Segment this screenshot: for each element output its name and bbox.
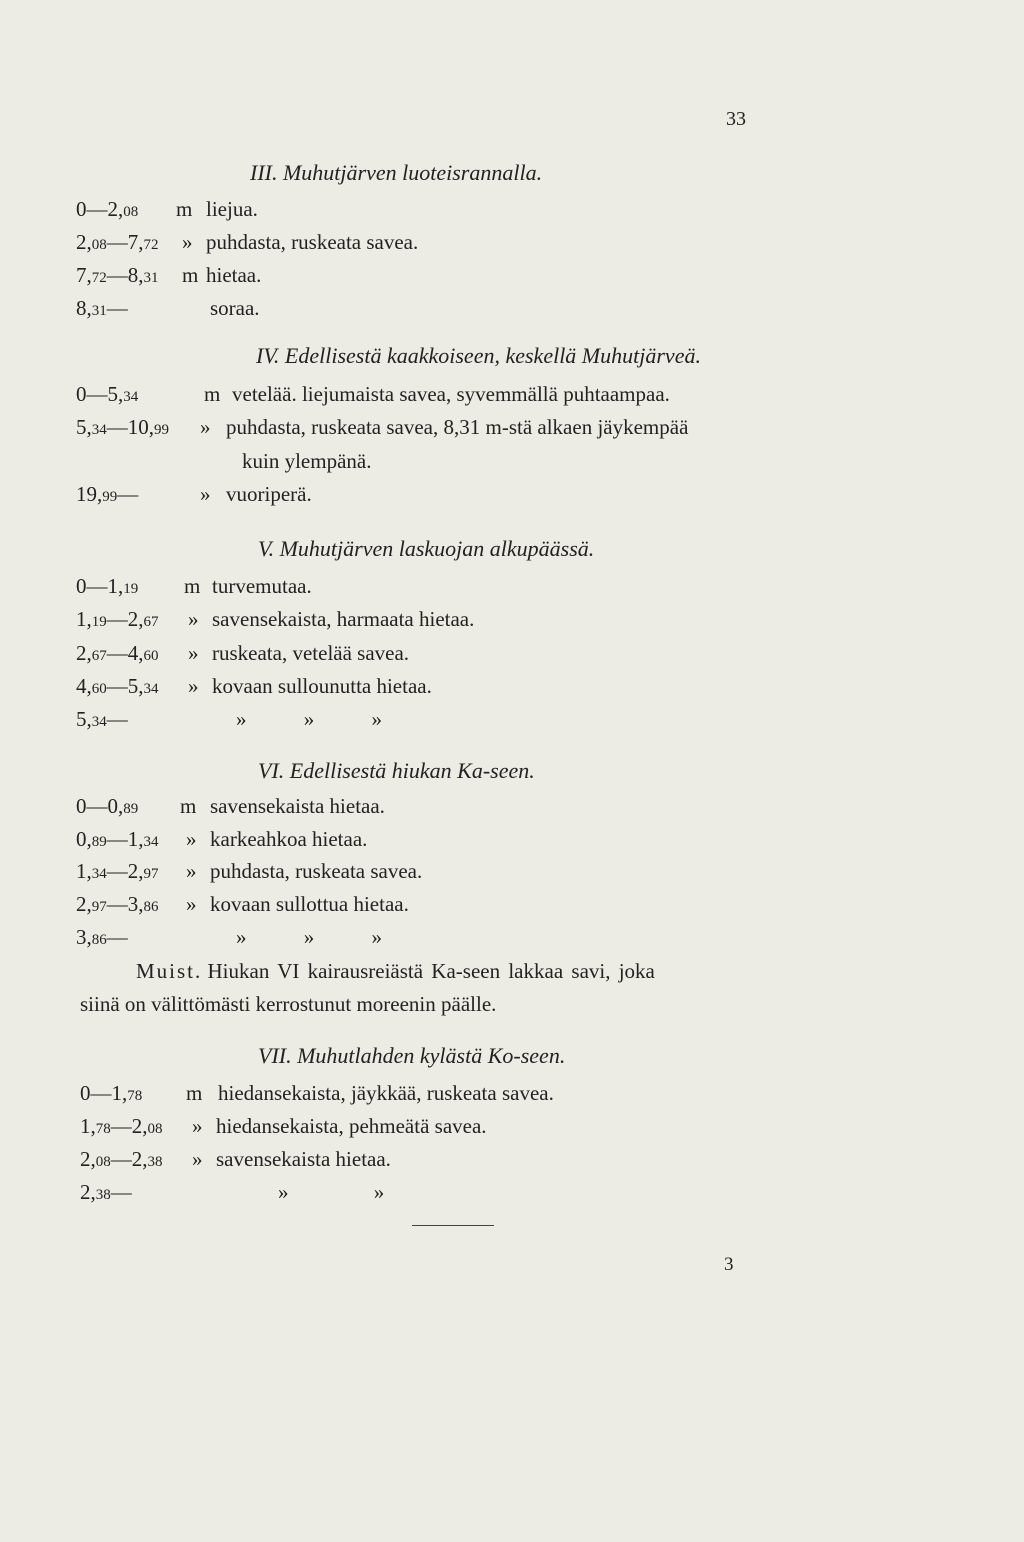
unit-mark: m xyxy=(184,574,201,598)
depth-range: 1,34—2,97 xyxy=(76,859,159,883)
layer-description: hietaa. xyxy=(206,263,262,287)
note-label: Muist. xyxy=(136,959,203,983)
ditto-marks: » » » xyxy=(236,707,382,731)
layer-description: vuoriperä. xyxy=(226,482,312,506)
layer-description: puhdasta, ruskeata savea, 8,31 m-stä alkaen jäykempää xyxy=(226,415,689,439)
page-number: 33 xyxy=(726,108,746,130)
depth-range: 2,08—2,38 xyxy=(80,1147,163,1171)
unit-mark: » xyxy=(200,482,211,506)
layer-description: ruskeata, vetelää savea. xyxy=(212,641,410,665)
layer-description: savensekaista, harmaata hietaa. xyxy=(212,607,475,631)
note-text: Hiukan VI kairausreiästä Ka-seen lakkaa savi, joka xyxy=(207,959,655,983)
depth-range: 5,34—10,99 xyxy=(76,415,169,439)
layer-description: kuin ylempänä. xyxy=(242,449,372,473)
unit-mark: m xyxy=(186,1081,203,1105)
unit-mark: » xyxy=(188,607,199,631)
depth-range: 3,86— xyxy=(76,925,128,949)
unit-mark: » xyxy=(186,827,197,851)
section-heading-vii: VII. Muhutlahden kylästä Ko-seen. xyxy=(258,1043,566,1068)
layer-description: hiedansekaista, pehmeätä savea. xyxy=(216,1114,487,1138)
section-heading-vi: VI. Edellisestä hiukan Ka-seen. xyxy=(258,758,535,783)
layer-description: soraa. xyxy=(210,296,260,320)
depth-range: 7,72—8,31 xyxy=(76,263,159,287)
depth-range: 5,34— xyxy=(76,707,128,731)
unit-mark: » xyxy=(182,230,193,254)
unit-mark: m xyxy=(176,197,193,221)
note-line xyxy=(136,959,655,984)
depth-range: 0—0,89 xyxy=(76,794,139,818)
unit-mark: » xyxy=(192,1114,203,1138)
depth-range: 0—1,19 xyxy=(76,574,139,598)
depth-range: 1,78—2,08 xyxy=(80,1114,163,1138)
depth-range: 0—1,78 xyxy=(80,1081,143,1105)
depth-range: 19,99— xyxy=(76,482,139,506)
footer-divider xyxy=(412,1225,494,1226)
depth-range: 1,19—2,67 xyxy=(76,607,159,631)
unit-mark: m xyxy=(182,263,199,287)
depth-range: 2,97—3,86 xyxy=(76,892,159,916)
unit-mark: » xyxy=(192,1147,203,1171)
depth-range: 0,89—1,34 xyxy=(76,827,159,851)
layer-description: vetelää. liejumaista savea, syvemmällä puhtaampaa. xyxy=(232,382,670,406)
signature-number: 3 xyxy=(724,1254,734,1275)
layer-description: kovaan sullottua hietaa. xyxy=(210,892,409,916)
section-heading-v: V. Muhutjärven laskuojan alkupäässä. xyxy=(258,536,595,561)
section-heading-iii: III. Muhutjärven luoteisrannalla. xyxy=(250,160,543,185)
unit-mark: » xyxy=(186,859,197,883)
depth-range: 8,31— xyxy=(76,296,128,320)
section-heading-iv: IV. Edellisestä kaakkoiseen, keskellä Muhutjärveä. xyxy=(256,343,701,368)
depth-range: 2,38— xyxy=(80,1180,132,1204)
layer-description: karkeahkoa hietaa. xyxy=(210,827,368,851)
layer-description: liejua. xyxy=(206,197,258,221)
ditto-marks: » » » xyxy=(236,925,382,949)
depth-range: 4,60—5,34 xyxy=(76,674,159,698)
layer-description: puhdasta, ruskeata savea. xyxy=(210,859,423,883)
depth-range: 0—5,34 xyxy=(76,382,139,406)
unit-mark: m xyxy=(180,794,197,818)
layer-description: kovaan sullounutta hietaa. xyxy=(212,674,432,698)
depth-range: 0—2,08 xyxy=(76,197,139,221)
ditto-marks: » » xyxy=(278,1180,385,1204)
layer-description: savensekaista hietaa. xyxy=(216,1147,391,1171)
unit-mark: » xyxy=(188,641,199,665)
unit-mark: » xyxy=(200,415,211,439)
depth-range: 2,08—7,72 xyxy=(76,230,159,254)
unit-mark: » xyxy=(188,674,199,698)
depth-range: 2,67—4,60 xyxy=(76,641,159,665)
note-line-continued: siinä on välittömästi kerrostunut moreenin päälle. xyxy=(80,992,497,1016)
unit-mark: » xyxy=(186,892,197,916)
layer-description: savensekaista hietaa. xyxy=(210,794,385,818)
layer-description: turvemutaa. xyxy=(212,574,312,598)
layer-description: puhdasta, ruskeata savea. xyxy=(206,230,419,254)
unit-mark: m xyxy=(204,382,221,406)
layer-description: hiedansekaista, jäykkää, ruskeata savea. xyxy=(218,1081,554,1105)
